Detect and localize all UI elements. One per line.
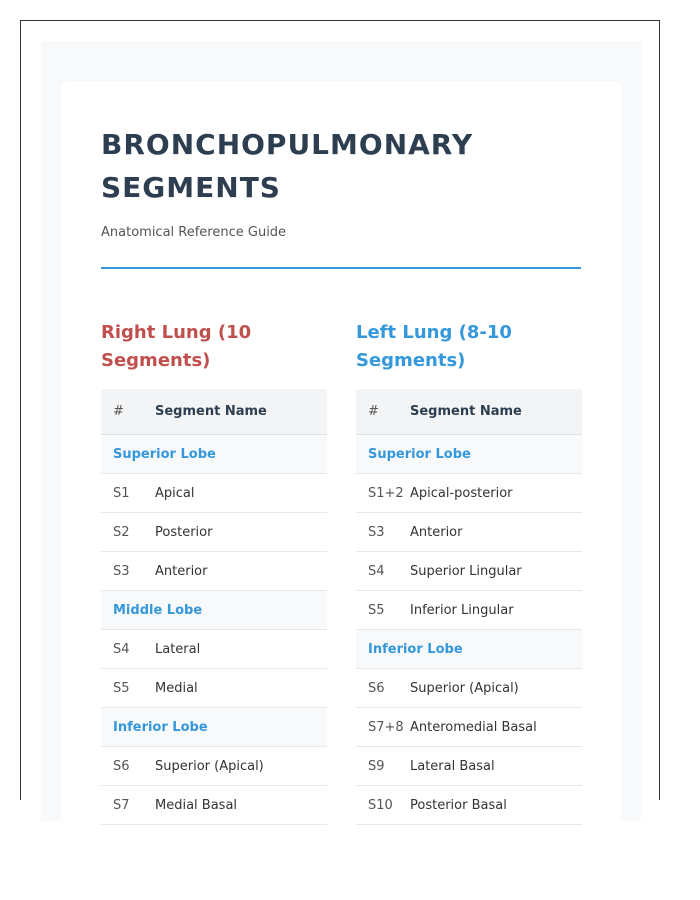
segment-name: Lateral — [155, 630, 327, 669]
segment-name: Apical-posterior — [410, 474, 582, 513]
segment-number: S10 — [356, 786, 410, 825]
segment-name: Anterior — [410, 513, 582, 552]
right-lung-heading: Right Lung (10 Segments) — [101, 322, 252, 371]
segment-number: S2 — [101, 513, 155, 552]
segment-name: Lateral Basal — [410, 747, 582, 786]
segment-row — [356, 552, 582, 591]
segment-name: Superior (Apical) — [155, 747, 327, 786]
title-divider — [101, 267, 581, 269]
segment-row — [101, 669, 327, 708]
segment-name: Apical — [155, 474, 327, 513]
right-lung-section — [101, 319, 327, 825]
segment-name: Superior (Apical) — [410, 669, 582, 708]
segment-name: Posterior Basal — [410, 786, 582, 825]
segment-row — [356, 474, 582, 513]
lobe-row — [356, 630, 582, 669]
lobe-row — [101, 591, 327, 630]
lobe-row — [356, 435, 582, 474]
segment-row — [356, 513, 582, 552]
column-header-name: Segment Name — [155, 389, 327, 435]
segment-number: S7 — [101, 786, 155, 825]
lobe-label: Inferior Lobe — [101, 708, 327, 747]
segment-name: Superior Lingular — [410, 552, 582, 591]
segment-row — [101, 747, 327, 786]
segment-number: S4 — [101, 630, 155, 669]
segment-row — [101, 552, 327, 591]
segment-number: S5 — [101, 669, 155, 708]
segment-number: S6 — [101, 747, 155, 786]
segment-name: Anteromedial Basal — [410, 708, 582, 747]
segment-number: S9 — [356, 747, 410, 786]
right-lung-table-body — [101, 435, 327, 825]
page-frame — [20, 20, 660, 813]
lobe-label: Superior Lobe — [101, 435, 327, 474]
lobe-row — [101, 435, 327, 474]
segment-row — [356, 669, 582, 708]
segment-number: S7+8 — [356, 708, 410, 747]
segment-number: S1+2 — [356, 474, 410, 513]
page-subtitle: Anatomical Reference Guide — [101, 225, 287, 240]
left-lung-section — [356, 319, 582, 825]
segment-row — [356, 747, 582, 786]
segment-row — [101, 513, 327, 552]
column-header-num: # — [101, 389, 155, 435]
segment-row — [356, 591, 582, 630]
segment-name: Inferior Lingular — [410, 591, 582, 630]
segment-number: S5 — [356, 591, 410, 630]
segment-number: S4 — [356, 552, 410, 591]
column-header-name: Segment Name — [410, 389, 582, 435]
table-header-row — [356, 389, 582, 435]
segment-row — [356, 786, 582, 825]
lobe-label: Middle Lobe — [101, 591, 327, 630]
left-lung-table — [356, 389, 582, 825]
segment-row — [101, 474, 327, 513]
segment-name: Anterior — [155, 552, 327, 591]
segment-row — [356, 708, 582, 747]
segment-number: S3 — [356, 513, 410, 552]
right-lung-table — [101, 389, 327, 825]
left-lung-table-body — [356, 435, 582, 825]
segment-number: S3 — [101, 552, 155, 591]
segment-row — [101, 786, 327, 825]
page-title: BRONCHOPULMONARY SEGMENTS — [101, 128, 474, 204]
segment-number: S6 — [356, 669, 410, 708]
left-lung-heading: Left Lung (8-10 Segments) — [356, 322, 512, 371]
segment-name: Posterior — [155, 513, 327, 552]
segment-name: Medial — [155, 669, 327, 708]
lobe-label: Inferior Lobe — [356, 630, 582, 669]
table-header-row — [101, 389, 327, 435]
segment-name: Medial Basal — [155, 786, 327, 825]
segment-row — [101, 630, 327, 669]
column-header-num: # — [356, 389, 410, 435]
lobe-row — [101, 708, 327, 747]
segment-number: S1 — [101, 474, 155, 513]
lobe-label: Superior Lobe — [356, 435, 582, 474]
